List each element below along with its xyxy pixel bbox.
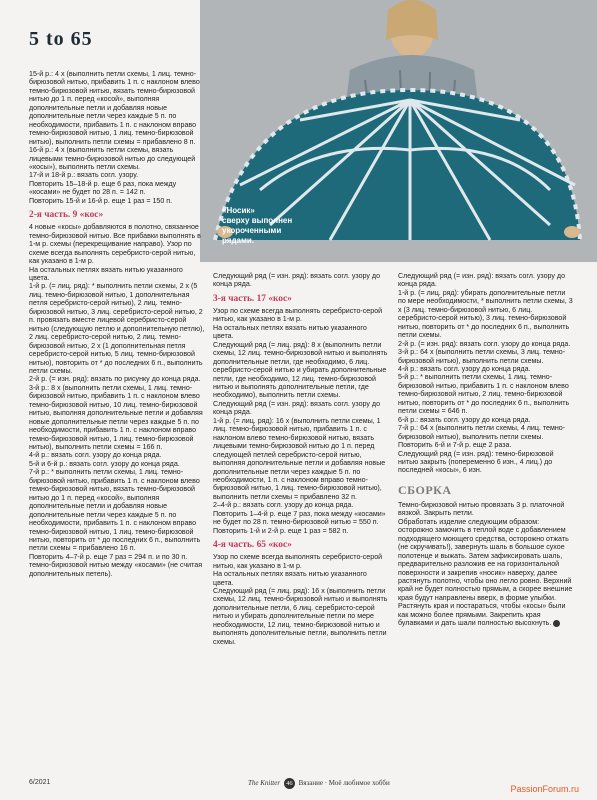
paragraph: Узор по схеме всегда выполнять серебристо-серой нитью, как указано в 1-м р. xyxy=(213,306,383,324)
paragraph: Следующий ряд (= изн. ряд): темно-бирюзовой нитью закрыть (попеременно 6 изн., 4 лиц.) до последней «косы», 6 изн. xyxy=(398,449,554,475)
paragraph: Следующий ряд (= лиц. ряд): 8 х (выполнить петли схемы, 12 лиц. темно-бирюзовой нитью и выполнять дополнительные петли, где необходимо, 6 лиц. серебристо-серой нитью и убирать дополнительные петли, где необходимо, 12 лиц. темно-бирюзовой нитью и выполнять дополнительные петли, где необходимо), выполнить петли схемы. xyxy=(213,340,388,400)
issue-date: 6/2021 xyxy=(29,779,51,786)
paragraph: Следующий ряд (= изн. ряд): вязать согл. узору до конца ряда. xyxy=(213,399,381,417)
magazine-footer xyxy=(248,778,390,789)
paragraph: 6-й р.: вязать согл. узору до конца ряда. xyxy=(398,415,531,424)
paragraph: 4-й р.: вязать согл. узору до конца ряда. xyxy=(29,451,162,460)
paragraph: 1-й р. (= лиц. ряд): 16 х (выполнить петли схемы, 1 лиц. темно-бирюзовой нитью, прибавить 1 п. с наклоном влево темно-бирюзовой нитью, вязать лицевыми темно-бирюзовой нитью до 1 п. перед следующей петлей серебристо-серой нитью, выполняя дополнительные петли и добавляя новые дополнительные петли через каждые 5 п. по необходимости, 1 п. с наклоном вправо темно-бирюзовой нитью, 1 лиц. темно-бирюзовой нитью), выполнить петли схемы = прибавлено 32 п. xyxy=(213,416,386,501)
paragraph: 17-й и 18-й р.: вязать согл. узору. xyxy=(29,171,139,180)
paragraph: Следующий ряд (= лиц. ряд): 16 х (выполнить петли схемы, 12 лиц. темно-бирюзовой нитью и выполнять дополнительные петли, 6 лиц. серебристо-серой нитью и убирать дополнительные петли по мере необходимости, 12 лиц. темно-бирюзовой нитью и выполнять дополнительные петли, выполнить петли схемы. xyxy=(213,586,388,646)
paragraph: 3-й р.: 64 х (выполнить петли схемы, 3 лиц. темно-бирюзовой нитью), выполнить петли схемы. xyxy=(398,348,566,365)
watermark: PassionForum.ru xyxy=(510,784,579,794)
section-heading: 3-я часть. 17 «кос» xyxy=(213,293,292,304)
section-heading: 4-я часть. 65 «кос» xyxy=(213,540,292,551)
paragraph: Повторить 1–4-й р. еще 7 раз, пока между «косами» не будет по 28 п. темно-бирюзовой нитью = 550 п. xyxy=(213,509,386,527)
paragraph: 2–4-й р.: вязать согл. узору до конца ряда. xyxy=(213,501,354,510)
paragraph: 3-й р.: 8 х (выполнить петли схемы, 1 лиц. темно-бирюзовой нитью, прибавить 1 п. с наклоном влево темно-бирюзовой нитью, 10 лиц. темно-бирюзовой нитью, выполняя дополнительные петли и добавляя новые дополнительные петли через каждые 5 п. по необходимости, прибавить 1 п. с наклоном вправо темно-бирюзовой нитью, 1 лиц. темно-бирюзовой нитью), выполнить петли схемы = 166 п. xyxy=(29,383,203,452)
paragraph: Повторить 6-й и 7-й р. еще 2 раза. xyxy=(398,441,512,450)
paragraph: 7-й р.: * выполнить петли схемы, 1 лиц. темно-бирюзовой нитью, прибавить 1 п. с наклоном влево темно-бирюзовой нитью, вязать темно-бирюзовой нитью до 1 п. перед «косой», выполняя дополнительные петли и добавляя новые дополнительные петли через каждые 5 п. по необходимости, прибавить 1 п. с наклоном вправо темно-бирюзовой нитью, 1 лиц. темно-бирюзовой нитью, повторить от * до последних 6 п., выполнить петли схемы = прибавлено 16 п. xyxy=(29,468,201,553)
paragraph: Следующий ряд (= изн. ряд): вязать согл. узору до конца ряда. xyxy=(398,272,566,289)
paragraph-text: Обработать изделие следующим образом: осторожно замочить в теплой воде с добавлением подходящего моющего средства, осторожно отжать (не скручивать!), завернуть шаль в большое сухое полотенце и выжать. Затем зафиксировать шаль, предварительно разложив ее на горизонтальной поверхности и закрепив «носик» наверху, далее растянуть полотно, чтобы оно легло ровно. Верхний край не будет полностью прямым, а скорее внешние края будут направлены вверх, в форме улыбки. Растянуть края и постараться, чтобы «косы» были как можно более прямыми. Закрепить края булавками и дать шали полностью высохнуть. xyxy=(398,517,573,628)
caption-line: «Носик» xyxy=(222,206,255,215)
caption-line: рядами. xyxy=(222,236,255,245)
column-2 xyxy=(213,272,389,646)
paragraph: На остальных петлях вязать нитью указанного цвета. xyxy=(29,265,183,282)
section-heading: СБОРКА xyxy=(398,482,452,497)
end-mark-icon xyxy=(553,620,560,627)
paragraph: Повторить 1-й и 2-й р. еще 1 раз = 582 п. xyxy=(213,526,349,535)
caption-line: укороченными xyxy=(222,226,282,235)
paragraph: 4 новые «косы» добавляются в полотно, связанное темно-бирюзовой нитью. Все прибавки выполнять в 1-м р. схемы (перекрещивание направо). Узор по схеме всегда выполнять серебристо-серой нитью, как указано в 1-м р. xyxy=(29,223,201,266)
page-number: 46 xyxy=(284,778,295,789)
paragraph: 7-й р.: 64 х (выполнить петли схемы, 4 лиц. темно-бирюзовой нитью), выполнить петли схемы. xyxy=(398,424,566,441)
paragraph: 1-й р. (= лиц. ряд): * выполнить петли схемы, 2 х (5 лиц. темно-бирюзовой нитью, 1 дополнительная петля серебристо-серой нитью), 2 лиц. темно-бирюзовой нитью, 3 лиц. серебристо-серой нитью, 2 п. провязать вместе лицевой серебристо-серой нитью (следующую петлю и дополнительную петлю), 2 лиц. серебристо-серой нитью, 2 лиц. темно-бирюзовой нитью, 2 х (1 дополнительная петля серебристо-серой нитью, 5 лиц. темно-бирюзовой нитью), повторить от * до последних 6 п., выполнить петли схемы. xyxy=(29,282,205,375)
caption-line: сверху выполнен xyxy=(222,216,293,225)
paragraph: Повторить 15-й и 16-й р. еще 1 раз = 150 п. xyxy=(29,196,173,205)
paragraph xyxy=(398,518,574,628)
magazine-name: The Knitter xyxy=(248,779,281,787)
paragraph: 16-й р.: 4 х (выполнить петли схемы, вязать лицевыми темно-бирюзовой нитью до следующей «косы»), выполнить петли схемы. xyxy=(29,146,196,171)
page-title: 5 to 65 xyxy=(29,28,93,50)
paragraph: 5-й р.: * выполнить петли схемы, 1 лиц. темно-бирюзовой нитью, прибавить 1 п. с наклоном влево темно-бирюзовой нитью, 2 лиц. темно-бирюзовой нитью, повторить от * до последних 6 п., выполнить петли схемы = 646 п. xyxy=(398,373,570,416)
paragraph: Повторить 4–7-й р. еще 7 раз = 294 п. и по 30 п. темно-бирюзовой нитью между «косами» (не считая дополнительных петель). xyxy=(29,552,203,578)
paragraph: На остальных петлях вязать нитью указанного цвета. xyxy=(213,323,367,341)
paragraph: Повторить 15–18-й р. еще 6 раз, пока между «косами» не будет по 28 п. = 142 п. xyxy=(29,179,177,197)
paragraph: На остальных петлях вязать нитью указанного цвета. xyxy=(213,570,367,587)
paragraph: Темно-бирюзовой нитью провязать 3 р. платочной вязкой. Закрыть петли. xyxy=(398,500,565,518)
column-3 xyxy=(398,272,574,628)
paragraph: 2-й р. (= изн. ряд): вязать согл. узору до конца ряда. xyxy=(398,339,571,348)
paragraph: Узор по схеме всегда выполнять серебристо-серой нитью, как указано в 1-м р. xyxy=(213,553,383,570)
section-heading: 2-я часть. 9 «кос» xyxy=(29,210,104,221)
paragraph: 15-й р.: 4 х (выполнить петли схемы, 1 лиц. темно-бирюзовой нитью, прибавить 1 п. с наклоном влево темно-бирюзовой нитью, вязать темно-бирюзовой нитью до 1 п. перед «косой», выполняя дополнительные петли и добавляя новые дополнительные петли через каждые 5 п. по необходимости, прибавить 1 п. с наклоном вправо темно-бирюзовой нитью, 1 лиц. темно-бирюзовой нитью), выполнить петли схемы = прибавлено 8 п. xyxy=(29,70,200,146)
paragraph: 4-й р.: вязать согл. узору до конца ряда. xyxy=(398,364,531,373)
paragraph: 1-й р. (= лиц. ряд): убирать дополнительные петли по мере необходимости, * выполнить петли схемы, 3 х (3 лиц. темно-бирюзовой нитью, 6 лиц. серебристо-серой нитью), 3 лиц. темно-бирюзовой нитью, повторить от * до последних 6 п., выполнить петли схемы. xyxy=(398,288,573,340)
column-1 xyxy=(29,70,205,578)
paragraph: Следующий ряд (= изн. ряд): вязать согл. узору до конца ряда. xyxy=(213,272,381,289)
paragraph: 5-й и 6-й р.: вязать согл. узору до конца ряда. xyxy=(29,459,180,468)
photo-caption xyxy=(222,206,312,246)
magazine-tagline: Вязание · Моё любимое хобби xyxy=(298,779,390,787)
paragraph: 2-й р. (= изн. ряд): вязать по рисунку до конца ряда. xyxy=(29,375,201,384)
